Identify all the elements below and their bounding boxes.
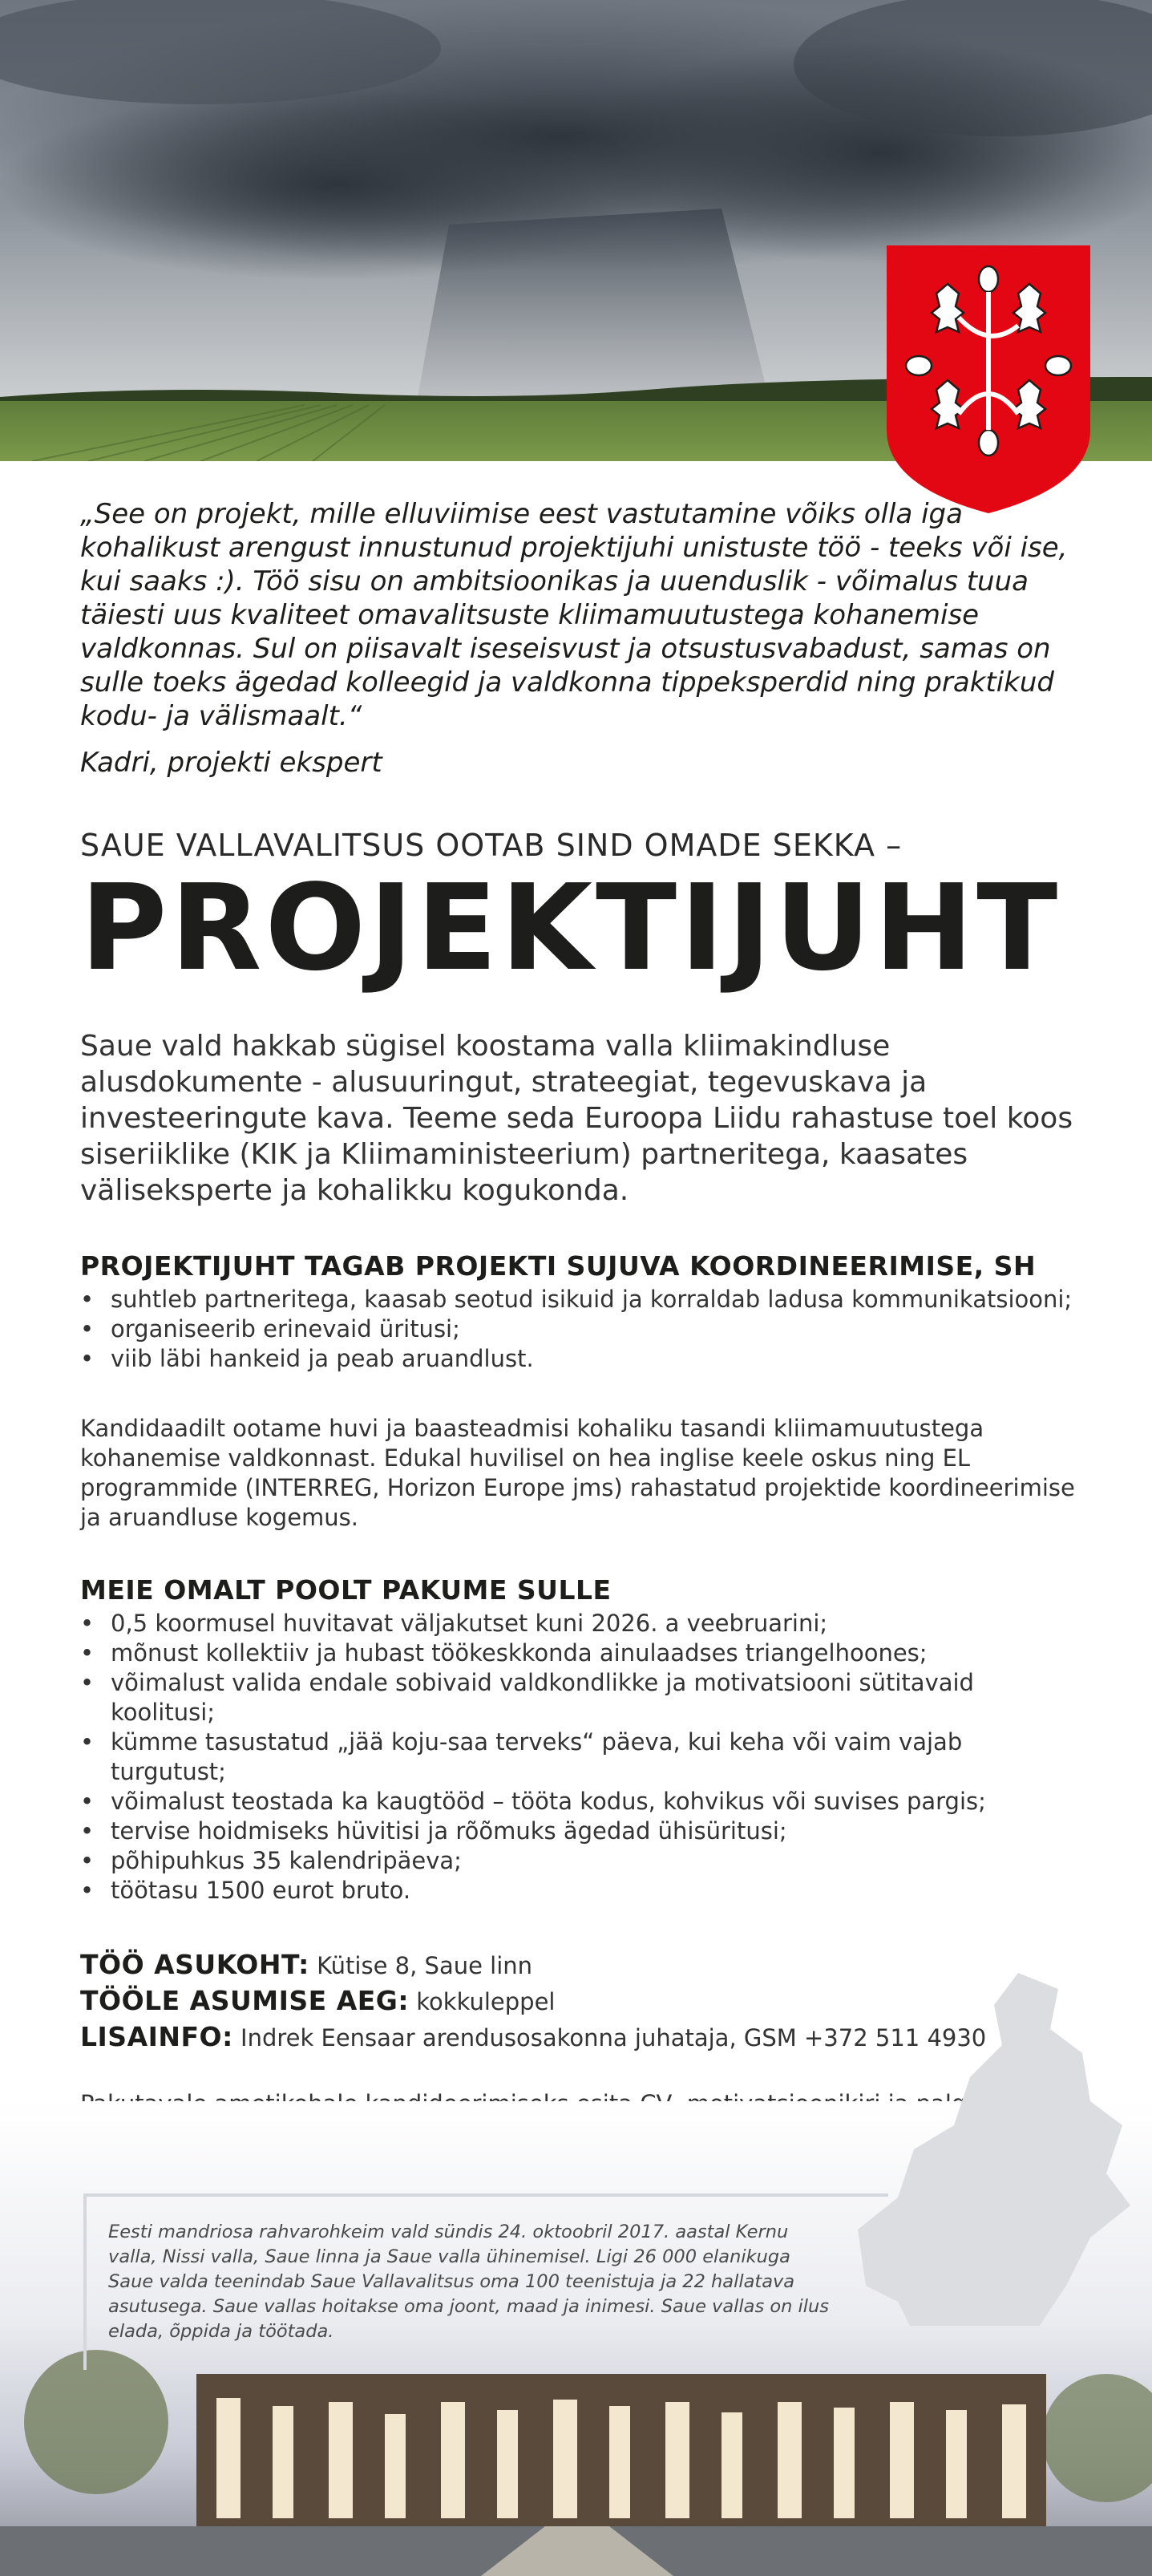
list-item: • organiseerib erinevaid üritusi; bbox=[80, 1314, 1082, 1344]
list-item: • tervise hoidmiseks hüvitisi ja rõõmuks ägedad ühisüritusi; bbox=[80, 1817, 1082, 1846]
quote-text: „See on projekt, mille elluviimise eest vastutamine võiks olla iga kohalikust arengust innustunud projektijuhi unistuste töö - teeks või ise, kui saaks :). Töö sisu on ambitsioonikas ja uuenduslik - võimalus tuua täiesti uus kvaliteet omavalitsuste kliimamuutustega kohanemise valdkonnas. Sul on piisavalt iseseisvust ja otsustusvabadust, samas on sulle toeks ägedad kolleegid ja valdkonna tippeksperdid ning praktikud kodu- ja välismaalt.“ bbox=[80, 498, 1068, 732]
offer-heading: MEIE OMALT POOLT PAKUME SULLE bbox=[80, 1574, 612, 1606]
saue-crest-logo bbox=[887, 245, 1090, 513]
list-item: • suhtleb partneritega, kaasab seotud isikuid ja korraldab ladusa kommunikatsiooni; bbox=[80, 1285, 1082, 1314]
page-title: PROJEKTIJUHT bbox=[80, 859, 1061, 997]
offer-list bbox=[80, 1609, 1082, 1906]
start-label: TÖÖLE ASUMISE AEG: bbox=[80, 1985, 410, 2016]
extra-info-value: Indrek Eensaar arendusosakonna juhataja, GSM +372 511 4930 bbox=[241, 2024, 987, 2051]
list-item: • 0,5 koormusel huvitavat väljakutset kuni 2026. a veebruarini; bbox=[80, 1609, 1082, 1638]
start-value: kokkuleppel bbox=[416, 1988, 556, 2015]
kicker-heading: SAUE VALLAVALITSUS OOTAB SIND OMADE SEKKA – bbox=[80, 828, 903, 863]
saue-parish-map-silhouette bbox=[850, 1965, 1138, 2382]
list-item: • viib läbi hankeid ja peab aruandlust. bbox=[80, 1344, 1082, 1374]
location-label: TÖÖ ASUKOHT: bbox=[80, 1949, 309, 1980]
list-item: • võimalust teostada ka kaugtööd – tööta kodus, kohvikus või suvises pargis; bbox=[80, 1787, 1082, 1817]
extra-info-label: LISAINFO: bbox=[80, 2021, 233, 2052]
list-item: • võimalust valida endale sobivaid valdkondlikke ja motivatsiooni sütitavaid koolitusi; bbox=[80, 1668, 1082, 1727]
list-item: • põhipuhkus 35 kalendripäeva; bbox=[80, 1846, 1082, 1876]
list-item: • töötasu 1500 eurot bruto. bbox=[80, 1876, 1082, 1906]
quote-author: Kadri, projekti ekspert bbox=[80, 747, 382, 779]
requirements-paragraph: Kandidaadilt ootame huvi ja baasteadmisi kohaliku tasandi kliimamuutustega kohanemise valdkonnast. Edukal huvilisel on hea inglise keele oskus ning EL programmide (INTERREG, Horizon Europe jms) rahastatud projektide koordineerimise ja aruandluse kogemus. bbox=[80, 1415, 1075, 1531]
intro-paragraph: Saue vald hakkab sügisel koostama valla kliimakindluse alusdokumente - alusuuringut, strateegiat, tegevuskava ja investeeringute kava. Teeme seda Euroopa Liidu rahastuse toel koos siseriiklike (KIK ja Kliimaministeerium) partneritega, kaasates väliseksperte ja kohalikku kogukonda. bbox=[80, 1030, 1073, 1207]
location-value: Kütise 8, Saue linn bbox=[317, 1952, 533, 1979]
list-item: • kümme tasustatud „jää koju-saa terveks“ päeva, kui keha või vaim vajab turgutust; bbox=[80, 1727, 1082, 1787]
footer-note: Eesti mandriosa rahvarohkeim vald sündis 24. oktoobril 2017. aastal Kernu valla, Nissi valla, Saue linna ja Saue valla ühinemisel. Ligi 26 000 elanikuga Saue valda teenindab Saue Vallavalitsus oma 100 teenistuja ja 22 hallatava asutusega. Saue vallas hoitakse oma joont, maad ja inimesi. Saue vallas on ilus elada, õppida ja töötada. bbox=[108, 2222, 829, 2342]
main-content bbox=[80, 497, 1082, 2149]
duties-heading: PROJEKTIJUHT TAGAB PROJEKTI SUJUVA KOORDINEERIMISE, SH bbox=[80, 1250, 1037, 1282]
duties-list bbox=[80, 1285, 1082, 1374]
list-item: • mõnust kollektiiv ja hubast töökeskkonda ainulaadses triangelhoones; bbox=[80, 1638, 1082, 1668]
